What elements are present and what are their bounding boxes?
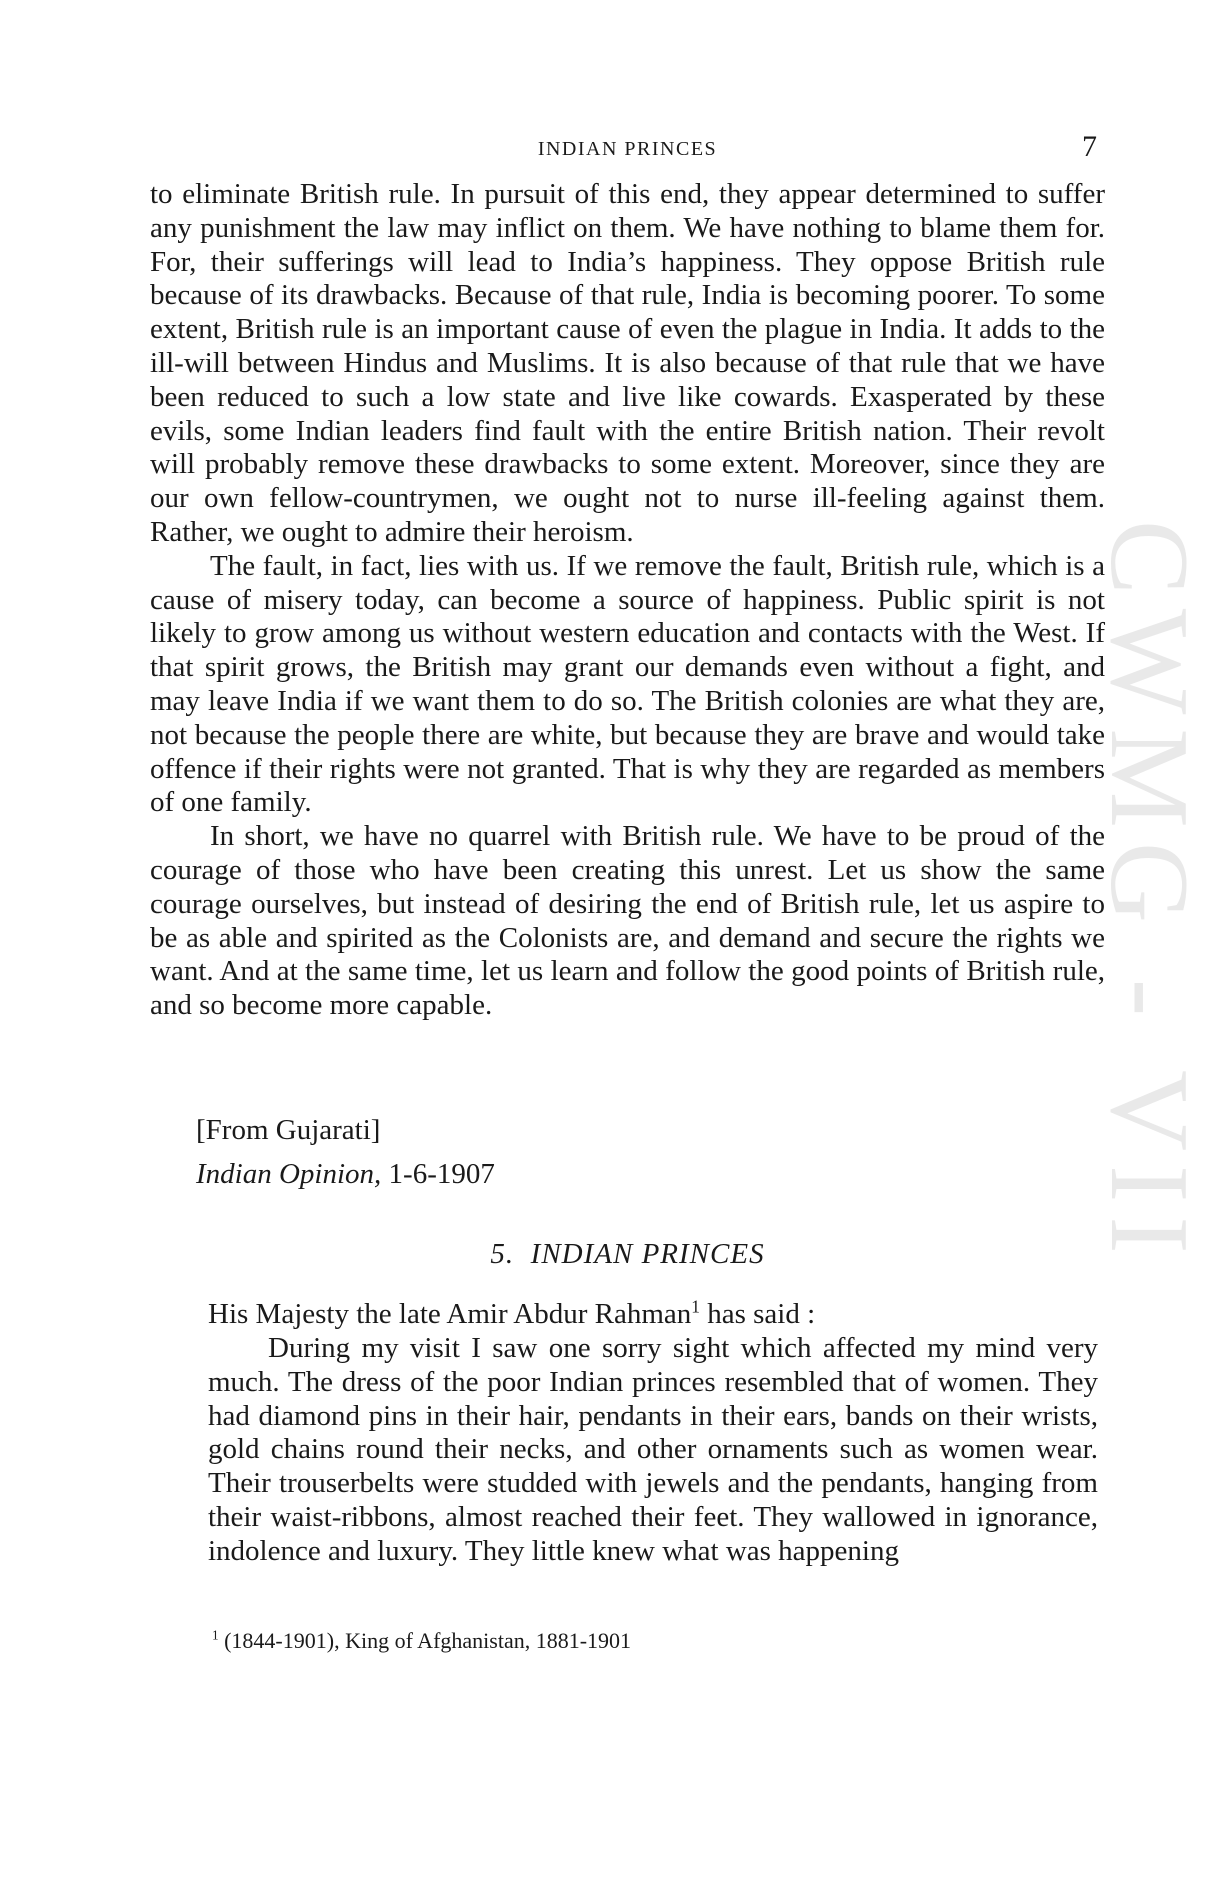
footnote [212, 1628, 631, 1654]
source-date: 1-6-1907 [388, 1158, 495, 1190]
section-heading [150, 1238, 1105, 1271]
watermark [1087, 520, 1218, 1380]
quote-intro-text: His Majesty the late Amir Abdur Rahman [208, 1298, 692, 1330]
source-publication: Indian Opinion, [196, 1158, 382, 1190]
quote-paragraph: During my visit I saw one sorry sight which affected my mind very much. The dress of the poor Indian princes resembled that of women. They had diamond pins in their hair, pendants in their ears, bands on their wrists, gold chains round their necks, and other ornaments such as women wear. Their trouserbelts were studded with jewels and the pendants, hanging from their waist-ribbons, almost reached their feet. They wallowed in ignorance, indolence and luxury. They little knew what was happening [208, 1332, 1098, 1567]
section-title: INDIAN PRINCES [530, 1238, 765, 1270]
paragraph: The fault, in fact, lies with us. If we remove the fault, British rule, which is a cause of misery today, can become a source of happiness. Public spirit is not likely to grow among us without western education and contacts with the West. If that spirit grows, the British may grant our demands even without a fight, and may leave India if we want them to do so. The British colonies are what they are, not because the people there are white, but because they are brave and would take offence if their rights were not granted. That is why they are regarded as members of one family. [150, 549, 1105, 819]
quote-intro [208, 1298, 815, 1331]
source-language-note: [From Gujarati] [196, 1114, 381, 1146]
running-head: INDIAN PRINCES [537, 138, 718, 160]
watermark-text: CWMG - VII [1087, 520, 1211, 1268]
footnote-reference: 1 [691, 1296, 700, 1317]
quote-intro-suffix: has said : [699, 1298, 816, 1330]
page-number: 7 [1082, 130, 1097, 163]
section-number: 5. [490, 1238, 515, 1270]
source-citation [196, 1108, 495, 1196]
footnote-marker: 1 [212, 1627, 219, 1643]
paragraph: In short, we have no quarrel with British rule. We have to be proud of the courage of those who have been creating this unrest. Let us show the same courage ourselves, but instead of desiring the end of British rule, let us aspire to be as able and spirited as the Colonists are, and demand and secure the rights we want. And at the same time, let us learn and follow the good points of British rule, and so become more capable. [150, 820, 1105, 1022]
body-text [150, 178, 1105, 1023]
source-publication-line [196, 1152, 495, 1196]
paragraph: to eliminate British rule. In pursuit of this end, they appear determined to suffer any punishment the law may inflict on them. We have nothing to blame them for. For, their sufferings will lead to India’s happiness. They oppose British rule because of its drawbacks. Because of that rule, India is becoming poorer. To some extent, British rule is an important cause of even the plague in India. It adds to the ill-will between Hindus and Muslims. It is also because of that rule that we have been reduced to such a low state and live like cowards. Exasperated by these evils, some Indian leaders find fault with the entire British nation. Their revolt will probably remove these drawbacks to some extent. Moreover, since they are our own fellow-countrymen, we ought not to nurse ill-feeling against them. Rather, we ought to admire their heroism. [150, 178, 1105, 548]
block-quote [208, 1332, 1098, 1569]
footnote-text: (1844-1901), King of Afghanistan, 1881-1901 [218, 1628, 632, 1653]
